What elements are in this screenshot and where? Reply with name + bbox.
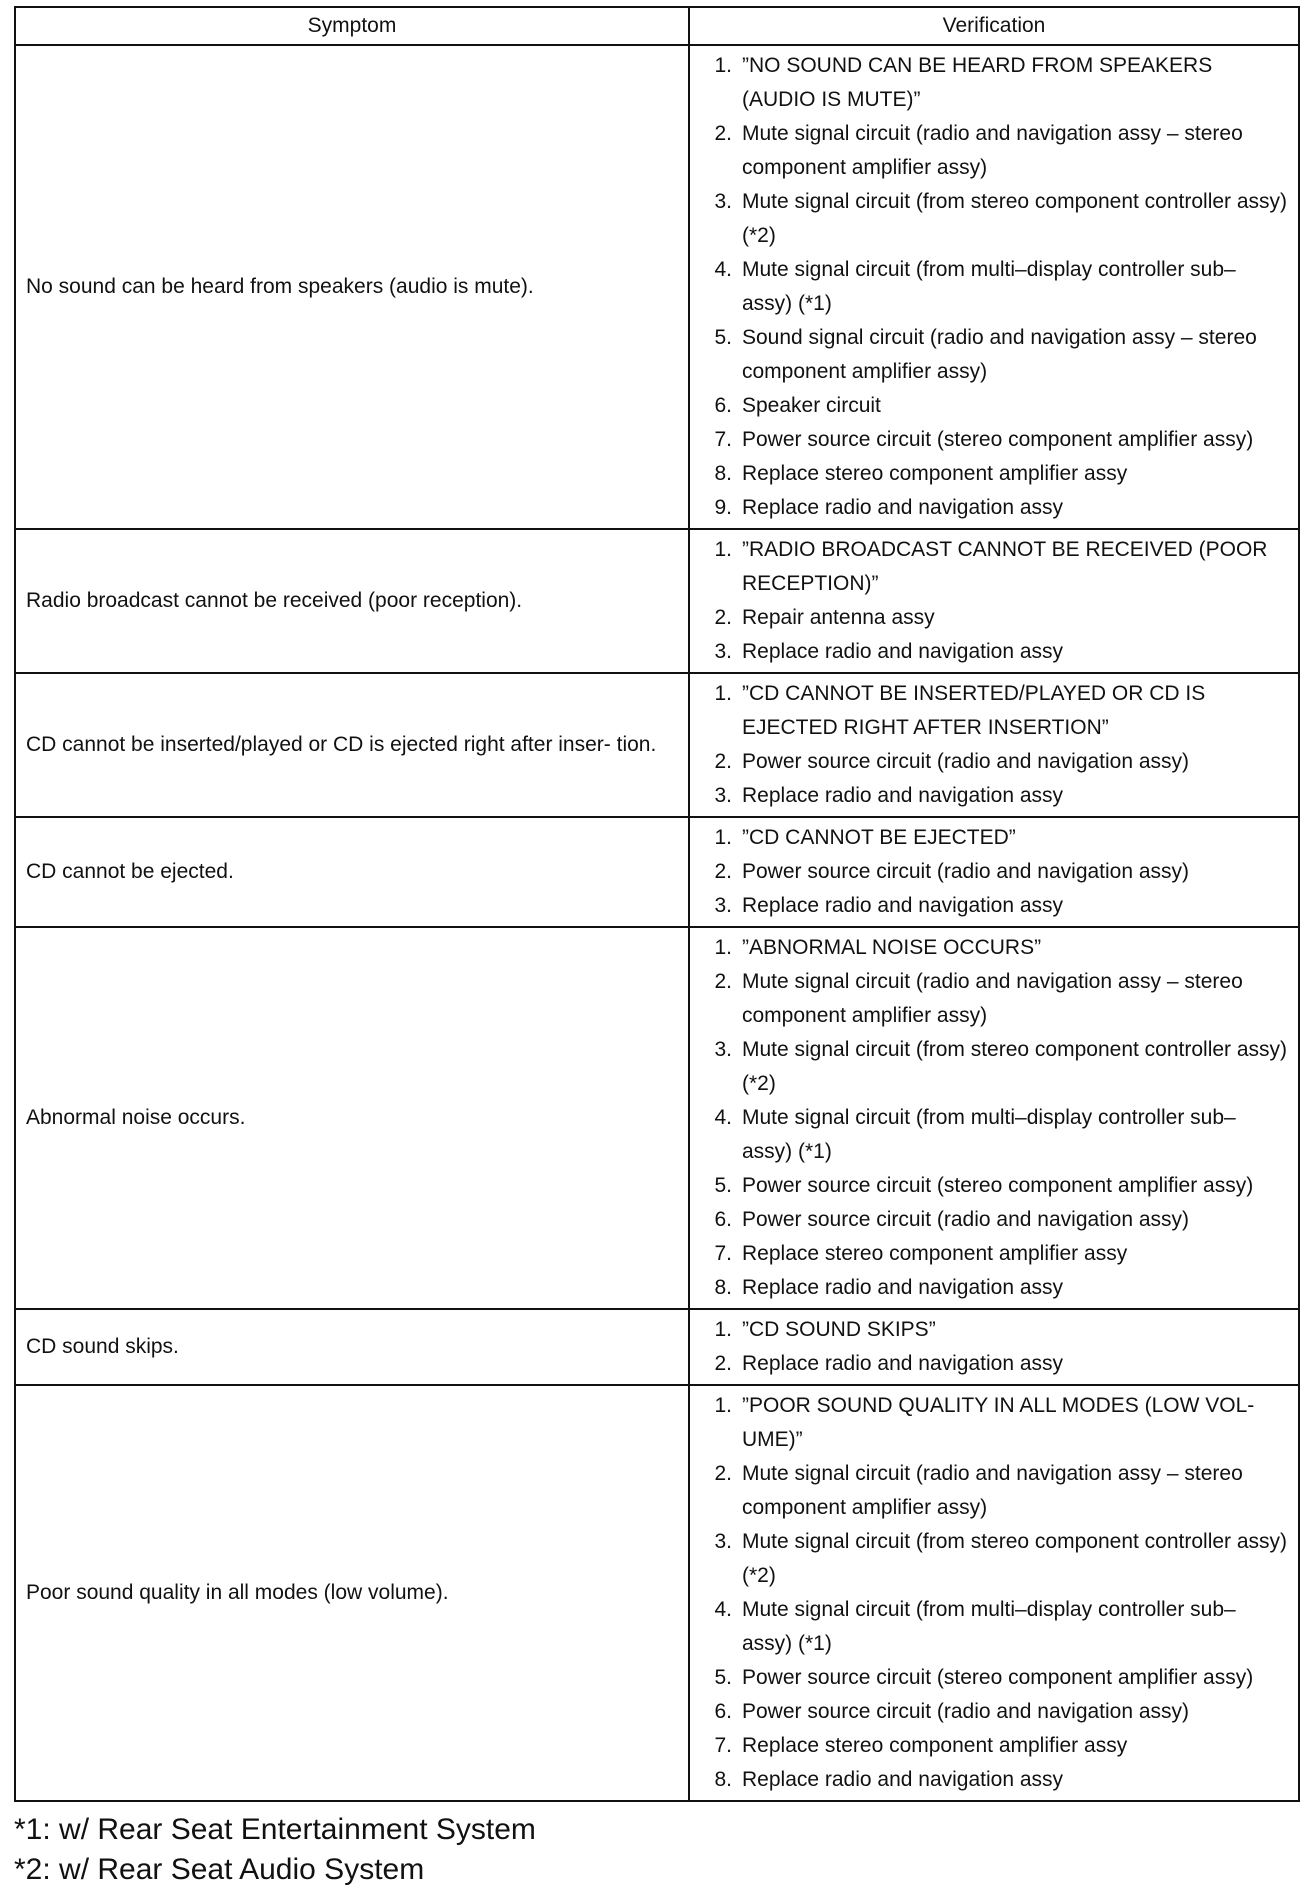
step-number: 5. <box>714 326 732 349</box>
symptom-cell: Radio broadcast cannot be received (poor reception). <box>15 529 689 673</box>
verification-cell <box>689 817 1299 927</box>
step-number: 8. <box>714 1768 732 1791</box>
step-text: Mute signal circuit (from stereo component controller assy) (*2) <box>742 190 1288 247</box>
verification-step <box>690 1271 1290 1305</box>
header-verification: Verification <box>689 7 1299 45</box>
verification-cell <box>689 45 1299 529</box>
table-row <box>15 45 1299 529</box>
step-number: 4. <box>714 258 732 281</box>
step-number: 7. <box>714 428 732 451</box>
table-body <box>15 45 1299 1801</box>
step-number: 1. <box>714 538 732 561</box>
verification-step <box>690 1203 1290 1237</box>
verification-step <box>690 965 1290 1033</box>
step-number: 6. <box>714 394 732 417</box>
step-text: Power source circuit (radio and navigation assy) <box>742 1700 1190 1723</box>
verification-cell <box>689 1309 1299 1385</box>
step-text: Mute signal circuit (from stereo component controller assy) (*2) <box>742 1038 1288 1095</box>
verification-cell <box>689 673 1299 817</box>
step-number: 1. <box>714 826 732 849</box>
verification-step <box>690 321 1290 389</box>
verification-step <box>690 1525 1290 1593</box>
step-text: Power source circuit (radio and navigation assy) <box>742 750 1190 773</box>
verification-step <box>690 1033 1290 1101</box>
symptom-table <box>14 6 1300 1802</box>
step-number: 2. <box>714 750 732 773</box>
step-number: 3. <box>714 190 732 213</box>
verification-step <box>690 423 1290 457</box>
step-text: Repair antenna assy <box>742 606 935 629</box>
document <box>14 6 1298 1890</box>
verification-step <box>690 389 1290 423</box>
footnote: *1: w/ Rear Seat Entertainment System <box>14 1813 536 1846</box>
step-text: Replace radio and navigation assy <box>742 1768 1064 1791</box>
verification-steps <box>690 1389 1290 1797</box>
step-number: 3. <box>714 640 732 663</box>
step-text: Mute signal circuit (from multi–display controller sub– assy) (*1) <box>742 1106 1236 1163</box>
step-number: 2. <box>714 860 732 883</box>
step-number: 8. <box>714 1276 732 1299</box>
footnotes <box>14 1810 1298 1890</box>
step-text: Mute signal circuit (from multi–display controller sub– assy) (*1) <box>742 1598 1236 1655</box>
verification-step <box>690 457 1290 491</box>
step-number: 1. <box>714 54 732 77</box>
step-text: Power source circuit (stereo component amplifier assy) <box>742 428 1254 451</box>
step-number: 2. <box>714 970 732 993</box>
verification-step <box>690 855 1290 889</box>
verification-cell <box>689 529 1299 673</box>
verification-steps <box>690 931 1290 1305</box>
step-number: 9. <box>714 496 732 519</box>
symptom-cell: Poor sound quality in all modes (low volume). <box>15 1385 689 1801</box>
step-text: Replace radio and navigation assy <box>742 496 1064 519</box>
verification-step <box>690 1661 1290 1695</box>
step-number: 1. <box>714 682 732 705</box>
verification-steps <box>690 677 1290 813</box>
step-number: 2. <box>714 1462 732 1485</box>
step-number: 8. <box>714 462 732 485</box>
step-number: 4. <box>714 1598 732 1621</box>
verification-step <box>690 253 1290 321</box>
step-number: 1. <box>714 1394 732 1417</box>
step-number: 3. <box>714 1530 732 1553</box>
verification-cell <box>689 927 1299 1309</box>
step-number: 7. <box>714 1242 732 1265</box>
table-row <box>15 1309 1299 1385</box>
step-number: 1. <box>714 936 732 959</box>
verification-step <box>690 1457 1290 1525</box>
verification-step <box>690 677 1290 745</box>
verification-step <box>690 1237 1290 1271</box>
step-text: ”CD SOUND SKIPS” <box>742 1318 936 1341</box>
symptom-cell: CD sound skips. <box>15 1309 689 1385</box>
step-text: Mute signal circuit (radio and navigation assy – stereo component amplifier assy) <box>742 970 1243 1027</box>
table-row <box>15 817 1299 927</box>
verification-step <box>690 1389 1290 1457</box>
symptom-cell: Abnormal noise occurs. <box>15 927 689 1309</box>
step-number: 6. <box>714 1208 732 1231</box>
step-text: Replace stereo component amplifier assy <box>742 1734 1128 1757</box>
verification-step <box>690 1347 1290 1381</box>
symptom-cell: CD cannot be inserted/played or CD is ejected right after inser- tion. <box>15 673 689 817</box>
step-text: Replace radio and navigation assy <box>742 1352 1064 1375</box>
step-text: ”CD CANNOT BE INSERTED/PLAYED OR CD IS EJECTED RIGHT AFTER INSERTION” <box>742 682 1206 739</box>
verification-step <box>690 601 1290 635</box>
verification-step <box>690 1695 1290 1729</box>
step-text: ”CD CANNOT BE EJECTED” <box>742 826 1016 849</box>
table-row <box>15 529 1299 673</box>
verification-step <box>690 1313 1290 1347</box>
verification-step <box>690 49 1290 117</box>
verification-steps <box>690 821 1290 923</box>
symptom-cell: CD cannot be ejected. <box>15 817 689 927</box>
symptom-cell: No sound can be heard from speakers (audio is mute). <box>15 45 689 529</box>
table-row <box>15 1385 1299 1801</box>
step-text: ”NO SOUND CAN BE HEARD FROM SPEAKERS (AUDIO IS MUTE)” <box>742 54 1213 111</box>
table-row <box>15 927 1299 1309</box>
step-text: Mute signal circuit (from stereo component controller assy) (*2) <box>742 1530 1288 1587</box>
step-text: Speaker circuit <box>742 394 881 417</box>
verification-step <box>690 1101 1290 1169</box>
verification-steps <box>690 1313 1290 1381</box>
footnote: *2: w/ Rear Seat Audio System <box>14 1853 425 1886</box>
verification-step <box>690 491 1290 525</box>
step-text: ”RADIO BROADCAST CANNOT BE RECEIVED (POOR RECEPTION)” <box>742 538 1268 595</box>
table-row <box>15 673 1299 817</box>
step-text: Replace stereo component amplifier assy <box>742 1242 1128 1265</box>
step-number: 3. <box>714 784 732 807</box>
step-text: Replace radio and navigation assy <box>742 784 1064 807</box>
verification-step <box>690 1763 1290 1797</box>
step-text: Mute signal circuit (from multi–display controller sub– assy) (*1) <box>742 258 1236 315</box>
verification-step <box>690 185 1290 253</box>
step-text: Power source circuit (stereo component amplifier assy) <box>742 1174 1254 1197</box>
step-text: Power source circuit (stereo component amplifier assy) <box>742 1666 1254 1689</box>
verification-step <box>690 745 1290 779</box>
verification-step <box>690 931 1290 965</box>
step-text: Replace radio and navigation assy <box>742 894 1064 917</box>
step-number: 7. <box>714 1734 732 1757</box>
step-text: Mute signal circuit (radio and navigation assy – stereo component amplifier assy) <box>742 1462 1243 1519</box>
verification-step <box>690 779 1290 813</box>
verification-step <box>690 117 1290 185</box>
step-number: 2. <box>714 1352 732 1375</box>
verification-step <box>690 821 1290 855</box>
step-number: 2. <box>714 122 732 145</box>
verification-cell <box>689 1385 1299 1801</box>
step-number: 3. <box>714 894 732 917</box>
verification-steps <box>690 533 1290 669</box>
verification-step <box>690 533 1290 601</box>
step-number: 5. <box>714 1174 732 1197</box>
step-text: Power source circuit (radio and navigation assy) <box>742 1208 1190 1231</box>
verification-step <box>690 1593 1290 1661</box>
step-text: Replace radio and navigation assy <box>742 640 1064 663</box>
verification-step <box>690 1729 1290 1763</box>
verification-step <box>690 635 1290 669</box>
verification-step <box>690 889 1290 923</box>
step-number: 1. <box>714 1318 732 1341</box>
step-text: Sound signal circuit (radio and navigation assy – stereo component amplifier assy) <box>742 326 1257 383</box>
verification-steps <box>690 49 1290 525</box>
step-text: Replace radio and navigation assy <box>742 1276 1064 1299</box>
header-symptom: Symptom <box>15 7 689 45</box>
step-number: 4. <box>714 1106 732 1129</box>
step-text: Replace stereo component amplifier assy <box>742 462 1128 485</box>
step-number: 6. <box>714 1700 732 1723</box>
step-number: 3. <box>714 1038 732 1061</box>
step-number: 5. <box>714 1666 732 1689</box>
step-text: Mute signal circuit (radio and navigation assy – stereo component amplifier assy) <box>742 122 1243 179</box>
step-text: ”ABNORMAL NOISE OCCURS” <box>742 936 1042 959</box>
step-text: Power source circuit (radio and navigation assy) <box>742 860 1190 883</box>
step-number: 2. <box>714 606 732 629</box>
table-header-row <box>15 7 1299 45</box>
verification-step <box>690 1169 1290 1203</box>
step-text: ”POOR SOUND QUALITY IN ALL MODES (LOW VOL- UME)” <box>742 1394 1255 1451</box>
